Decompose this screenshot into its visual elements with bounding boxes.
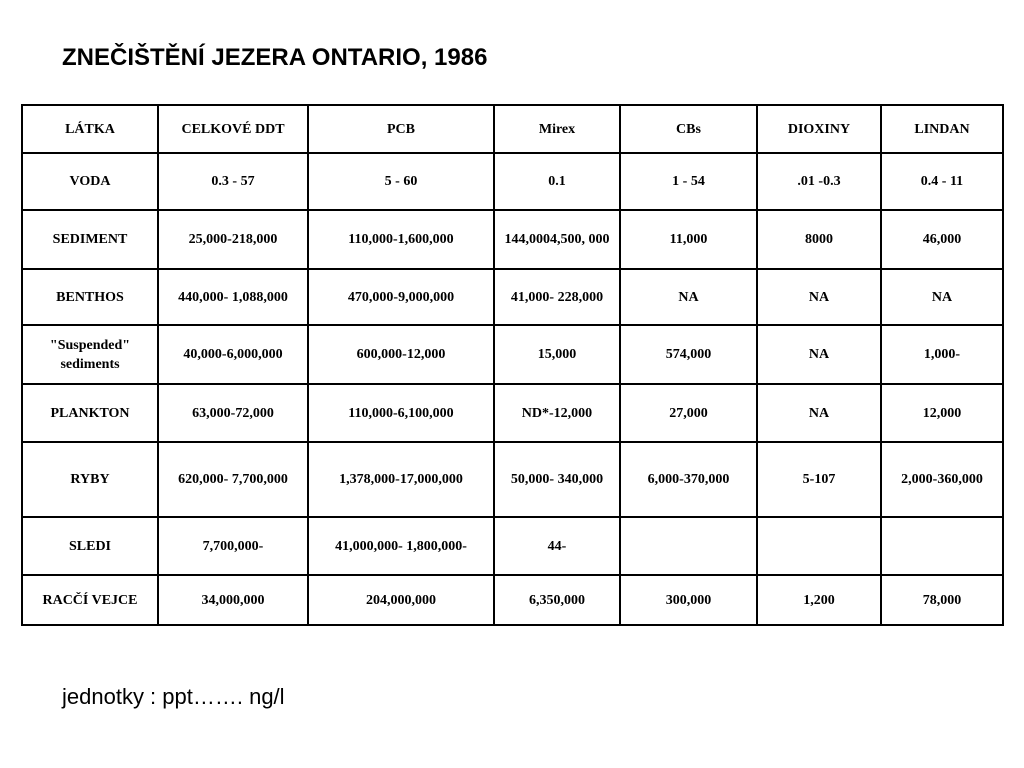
table-cell: 0.4 - 11 — [881, 153, 1003, 210]
table-cell: 41,000,000- 1,800,000- — [308, 517, 494, 575]
table-cell — [881, 517, 1003, 575]
table-cell: 1,000- — [881, 325, 1003, 384]
row-label-cell: SLEDI — [22, 517, 158, 575]
header-cell: CELKOVÉ DDT — [158, 105, 308, 153]
row-label-cell: RACČÍ VEJCE — [22, 575, 158, 625]
table-row — [22, 517, 1003, 575]
header-cell: Mirex — [494, 105, 620, 153]
table-cell: 6,000-370,000 — [620, 442, 757, 517]
table-cell: .01 -0.3 — [757, 153, 881, 210]
table-cell: 110,000-6,100,000 — [308, 384, 494, 442]
table-row — [22, 153, 1003, 210]
table-cell: 6,350,000 — [494, 575, 620, 625]
table-cell: 63,000-72,000 — [158, 384, 308, 442]
table-cell: 204,000,000 — [308, 575, 494, 625]
table-cell: 2,000-360,000 — [881, 442, 1003, 517]
table-cell: 0.1 — [494, 153, 620, 210]
table-cell: 34,000,000 — [158, 575, 308, 625]
table-cell: 1,200 — [757, 575, 881, 625]
header-cell: LINDAN — [881, 105, 1003, 153]
table-header-row — [22, 105, 1003, 153]
table-cell: NA — [881, 269, 1003, 325]
table-cell: 15,000 — [494, 325, 620, 384]
table-cell: 41,000- 228,000 — [494, 269, 620, 325]
header-cell: LÁTKA — [22, 105, 158, 153]
pollution-table — [21, 104, 1004, 626]
table-cell: 620,000- 7,700,000 — [158, 442, 308, 517]
table-cell: 300,000 — [620, 575, 757, 625]
row-label-cell: PLANKTON — [22, 384, 158, 442]
table-cell: 25,000-218,000 — [158, 210, 308, 269]
table-cell: 1 - 54 — [620, 153, 757, 210]
table-cell: 600,000-12,000 — [308, 325, 494, 384]
row-label-cell: BENTHOS — [22, 269, 158, 325]
units-footnote: jednotky : ppt……. ng/l — [62, 684, 285, 709]
table-cell: 5 - 60 — [308, 153, 494, 210]
table-cell: 1,378,000-17,000,000 — [308, 442, 494, 517]
table-cell: 574,000 — [620, 325, 757, 384]
table-cell: 144,0004,500, 000 — [494, 210, 620, 269]
row-label-cell: "Suspended" sediments — [22, 325, 158, 384]
table-cell: 27,000 — [620, 384, 757, 442]
table-cell: NA — [757, 269, 881, 325]
slide-title: ZNEČIŠTĚNÍ JEZERA ONTARIO, 1986 — [62, 44, 488, 71]
table-cell: 46,000 — [881, 210, 1003, 269]
table-cell: 110,000-1,600,000 — [308, 210, 494, 269]
table-cell — [620, 517, 757, 575]
row-label-cell: SEDIMENT — [22, 210, 158, 269]
table-cell: ND*-12,000 — [494, 384, 620, 442]
table-row — [22, 575, 1003, 625]
table-cell: 7,700,000- — [158, 517, 308, 575]
table-row — [22, 442, 1003, 517]
table-cell: NA — [757, 384, 881, 442]
table-cell — [757, 517, 881, 575]
table-cell: 11,000 — [620, 210, 757, 269]
row-label-cell: VODA — [22, 153, 158, 210]
table-row — [22, 325, 1003, 384]
row-label-cell: RYBY — [22, 442, 158, 517]
table-cell: NA — [620, 269, 757, 325]
table-row — [22, 210, 1003, 269]
table-cell: 8000 — [757, 210, 881, 269]
table-cell: 0.3 - 57 — [158, 153, 308, 210]
table-cell: 5-107 — [757, 442, 881, 517]
table-cell: NA — [757, 325, 881, 384]
table-cell: 78,000 — [881, 575, 1003, 625]
table-row — [22, 269, 1003, 325]
header-cell: PCB — [308, 105, 494, 153]
table-cell: 470,000-9,000,000 — [308, 269, 494, 325]
table-cell: 440,000- 1,088,000 — [158, 269, 308, 325]
table-cell: 44- — [494, 517, 620, 575]
table-cell: 50,000- 340,000 — [494, 442, 620, 517]
table-row — [22, 384, 1003, 442]
table-cell: 40,000-6,000,000 — [158, 325, 308, 384]
header-cell: DIOXINY — [757, 105, 881, 153]
header-cell: CBs — [620, 105, 757, 153]
table-cell: 12,000 — [881, 384, 1003, 442]
